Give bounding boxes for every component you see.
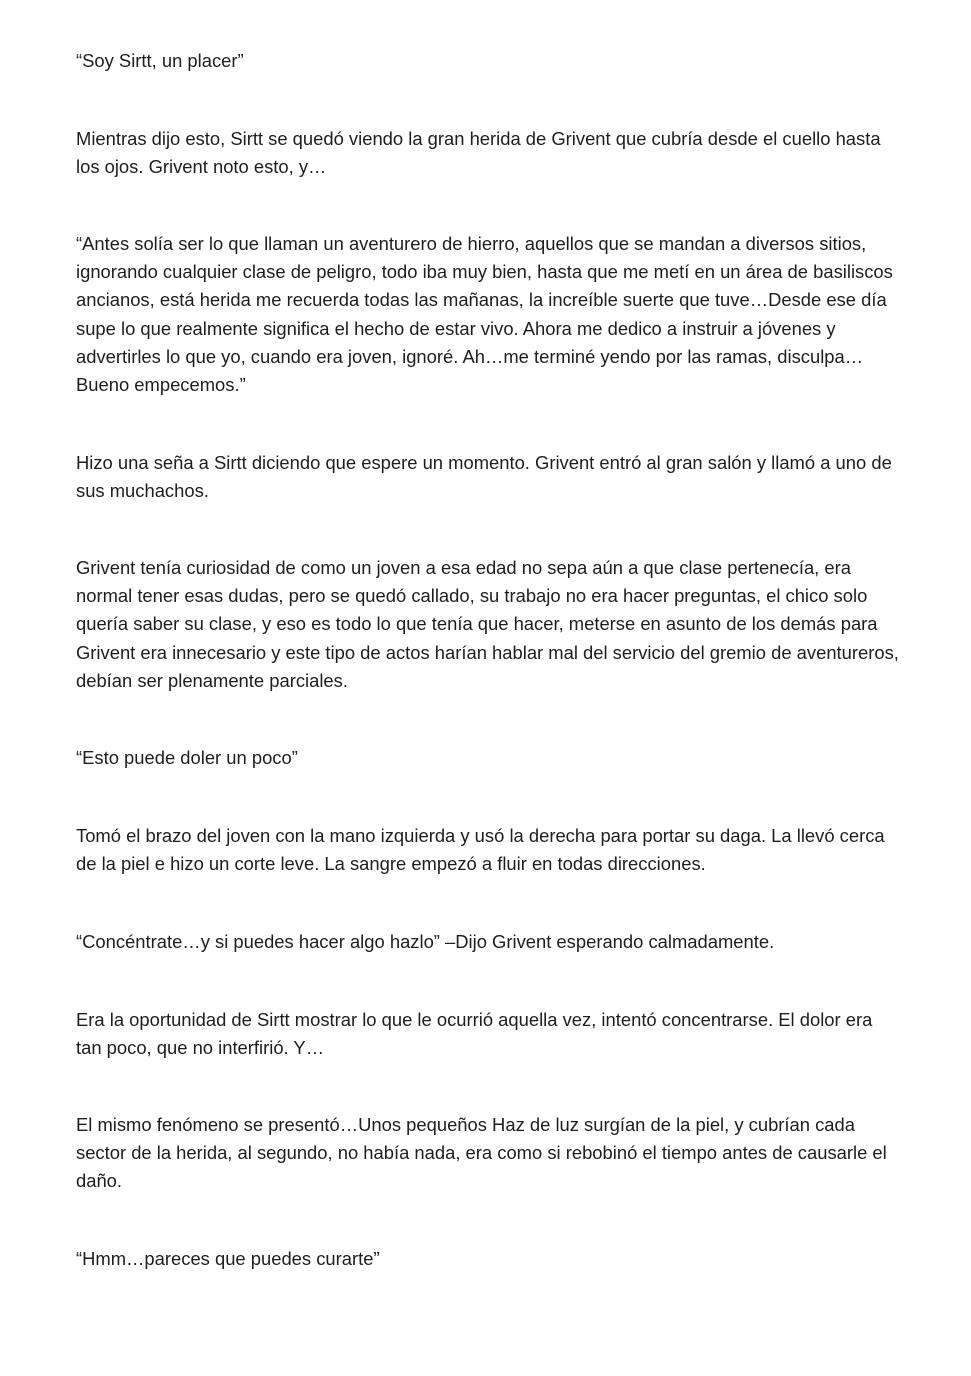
paragraph-warning: “Esto puede doler un poco” xyxy=(76,747,298,768)
paragraph-cut: Tomó el brazo del joven con la mano izquierda y usó la derecha para portar su daga. La llevó cerca de la piel e hizo un corte leve. La sangre empezó a fluir en todas direcciones. xyxy=(76,825,885,875)
paragraph-heal-remark: “Hmm…pareces que puedes curarte” xyxy=(76,1248,380,1269)
paragraph-grivent-story: “Antes solía ser lo que llaman un aventurero de hierro, aquellos que se mandan a diversos sitios, ignorando cualquier clase de peligro, todo iba muy bien, hasta que me metí en un área de basiliscos ancianos, está herida me recuerda todas las mañanas, la increíble suerte que tuve…Desde ese día supe lo que realmente significa el hecho de estar vivo. Ahora me dedico a instruir a jóvenes y advertirles lo que yo, cuando era joven, ignoré. Ah…me terminé yendo por las ramas, disculpa…Bueno empecemos.” xyxy=(76,233,893,396)
paragraph-grivent-curiosity: Grivent tenía curiosidad de como un joven a esa edad no sepa aún a que clase pertenecía, era normal tener esas dudas, pero se quedó callado, su trabajo no era hacer preguntas, el chico solo quería saber su clase, y eso es todo lo que tenía que hacer, meterse en asunto de los demás para Grivent era innecesario y este tipo de actos harían hablar mal del servicio del gremio de aventureros, debían ser plenamente parciales. xyxy=(76,557,899,691)
paragraph-greeting: “Soy Sirtt, un placer” xyxy=(76,50,244,71)
paragraph-signal-to-wait: Hizo una seña a Sirtt diciendo que espere un momento. Grivent entró al gran salón y llamó a uno de sus muchachos. xyxy=(76,452,892,502)
paragraph-concentrate: “Concéntrate…y si puedes hacer algo hazlo” –Dijo Grivent esperando calmadamente. xyxy=(76,931,775,952)
paragraph-wound-observation: Mientras dijo esto, Sirtt se quedó viendo la gran herida de Grivent que cubría desde el cuello hasta los ojos. Grivent noto esto, y… xyxy=(76,128,881,178)
paragraph-phenomenon: El mismo fenómeno se presentó…Unos pequeños Haz de luz surgían de la piel, y cubrían cada sector de la herida, al segundo, no había nada, era como si rebobinó el tiempo antes de causarle el daño. xyxy=(76,1114,887,1192)
paragraph-opportunity: Era la oportunidad de Sirtt mostrar lo que le ocurrió aquella vez, intentó concentrarse. El dolor era tan poco, que no interfirió. Y… xyxy=(76,1009,873,1059)
